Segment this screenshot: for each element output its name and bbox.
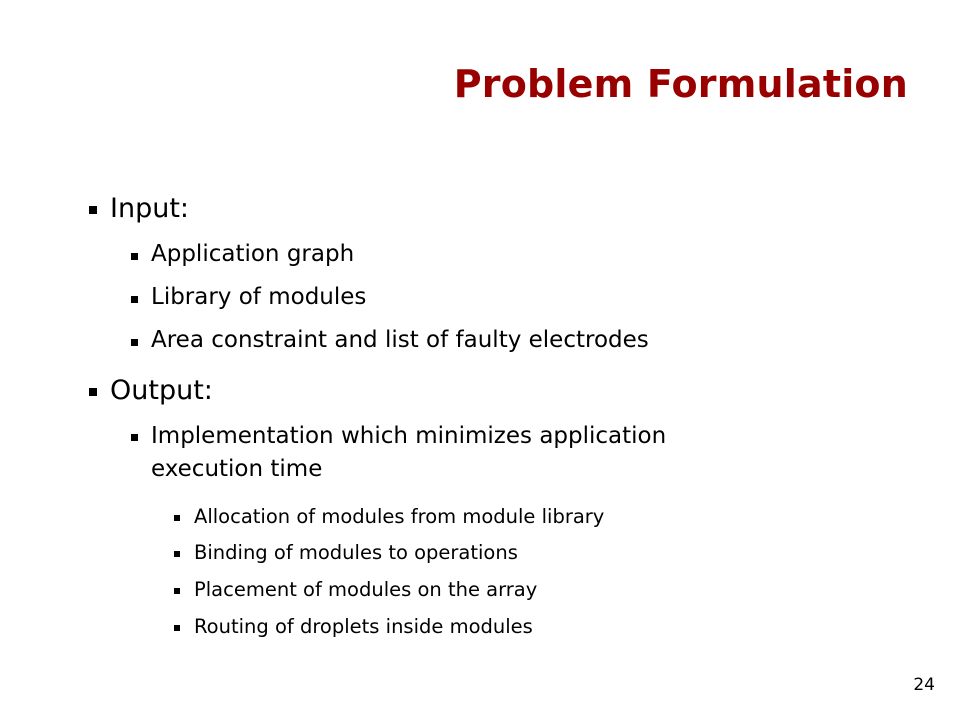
subbullet-routing: [194, 615, 533, 638]
bullet-text: Placement of modules on the array: [194, 578, 538, 601]
square-bullet-icon: [131, 296, 138, 303]
square-bullet-icon: [131, 253, 138, 260]
bullet-input-label: Input:: [110, 193, 190, 224]
bullet-text-line1: Implementation which minimizes application: [151, 423, 667, 449]
bullet-output-label: Output:: [110, 375, 213, 406]
bullet-input: [110, 193, 189, 224]
page-number: 24: [913, 675, 935, 695]
square-bullet-icon: [174, 551, 180, 557]
bullet-output: [110, 375, 213, 406]
bullet-text: Area constraint and list of faulty electrodes: [151, 327, 649, 353]
bullet-implementation: [151, 420, 666, 486]
square-bullet-icon: [174, 515, 180, 521]
subbullet-allocation: [194, 505, 604, 528]
square-bullet-icon: [89, 206, 97, 214]
bullet-text: Library of modules: [151, 284, 367, 310]
square-bullet-icon: [131, 434, 138, 441]
bullet-text: Routing of droplets inside modules: [194, 615, 533, 638]
square-bullet-icon: [174, 588, 180, 594]
square-bullet-icon: [174, 625, 180, 631]
subbullet-placement: [194, 578, 537, 601]
square-bullet-icon: [131, 339, 138, 346]
subbullet-binding: [194, 541, 518, 564]
bullet-text: Application graph: [151, 241, 355, 267]
slide-title: Problem Formulation: [453, 62, 908, 106]
square-bullet-icon: [89, 388, 97, 396]
bullet-library-of-modules: [151, 284, 366, 310]
bullet-text-line2: execution time: [151, 456, 323, 482]
bullet-text: Binding of modules to operations: [194, 541, 518, 564]
bullet-area-constraint: [151, 327, 649, 353]
bullet-text: Allocation of modules from module library: [194, 505, 605, 528]
bullet-application-graph: [151, 241, 354, 267]
